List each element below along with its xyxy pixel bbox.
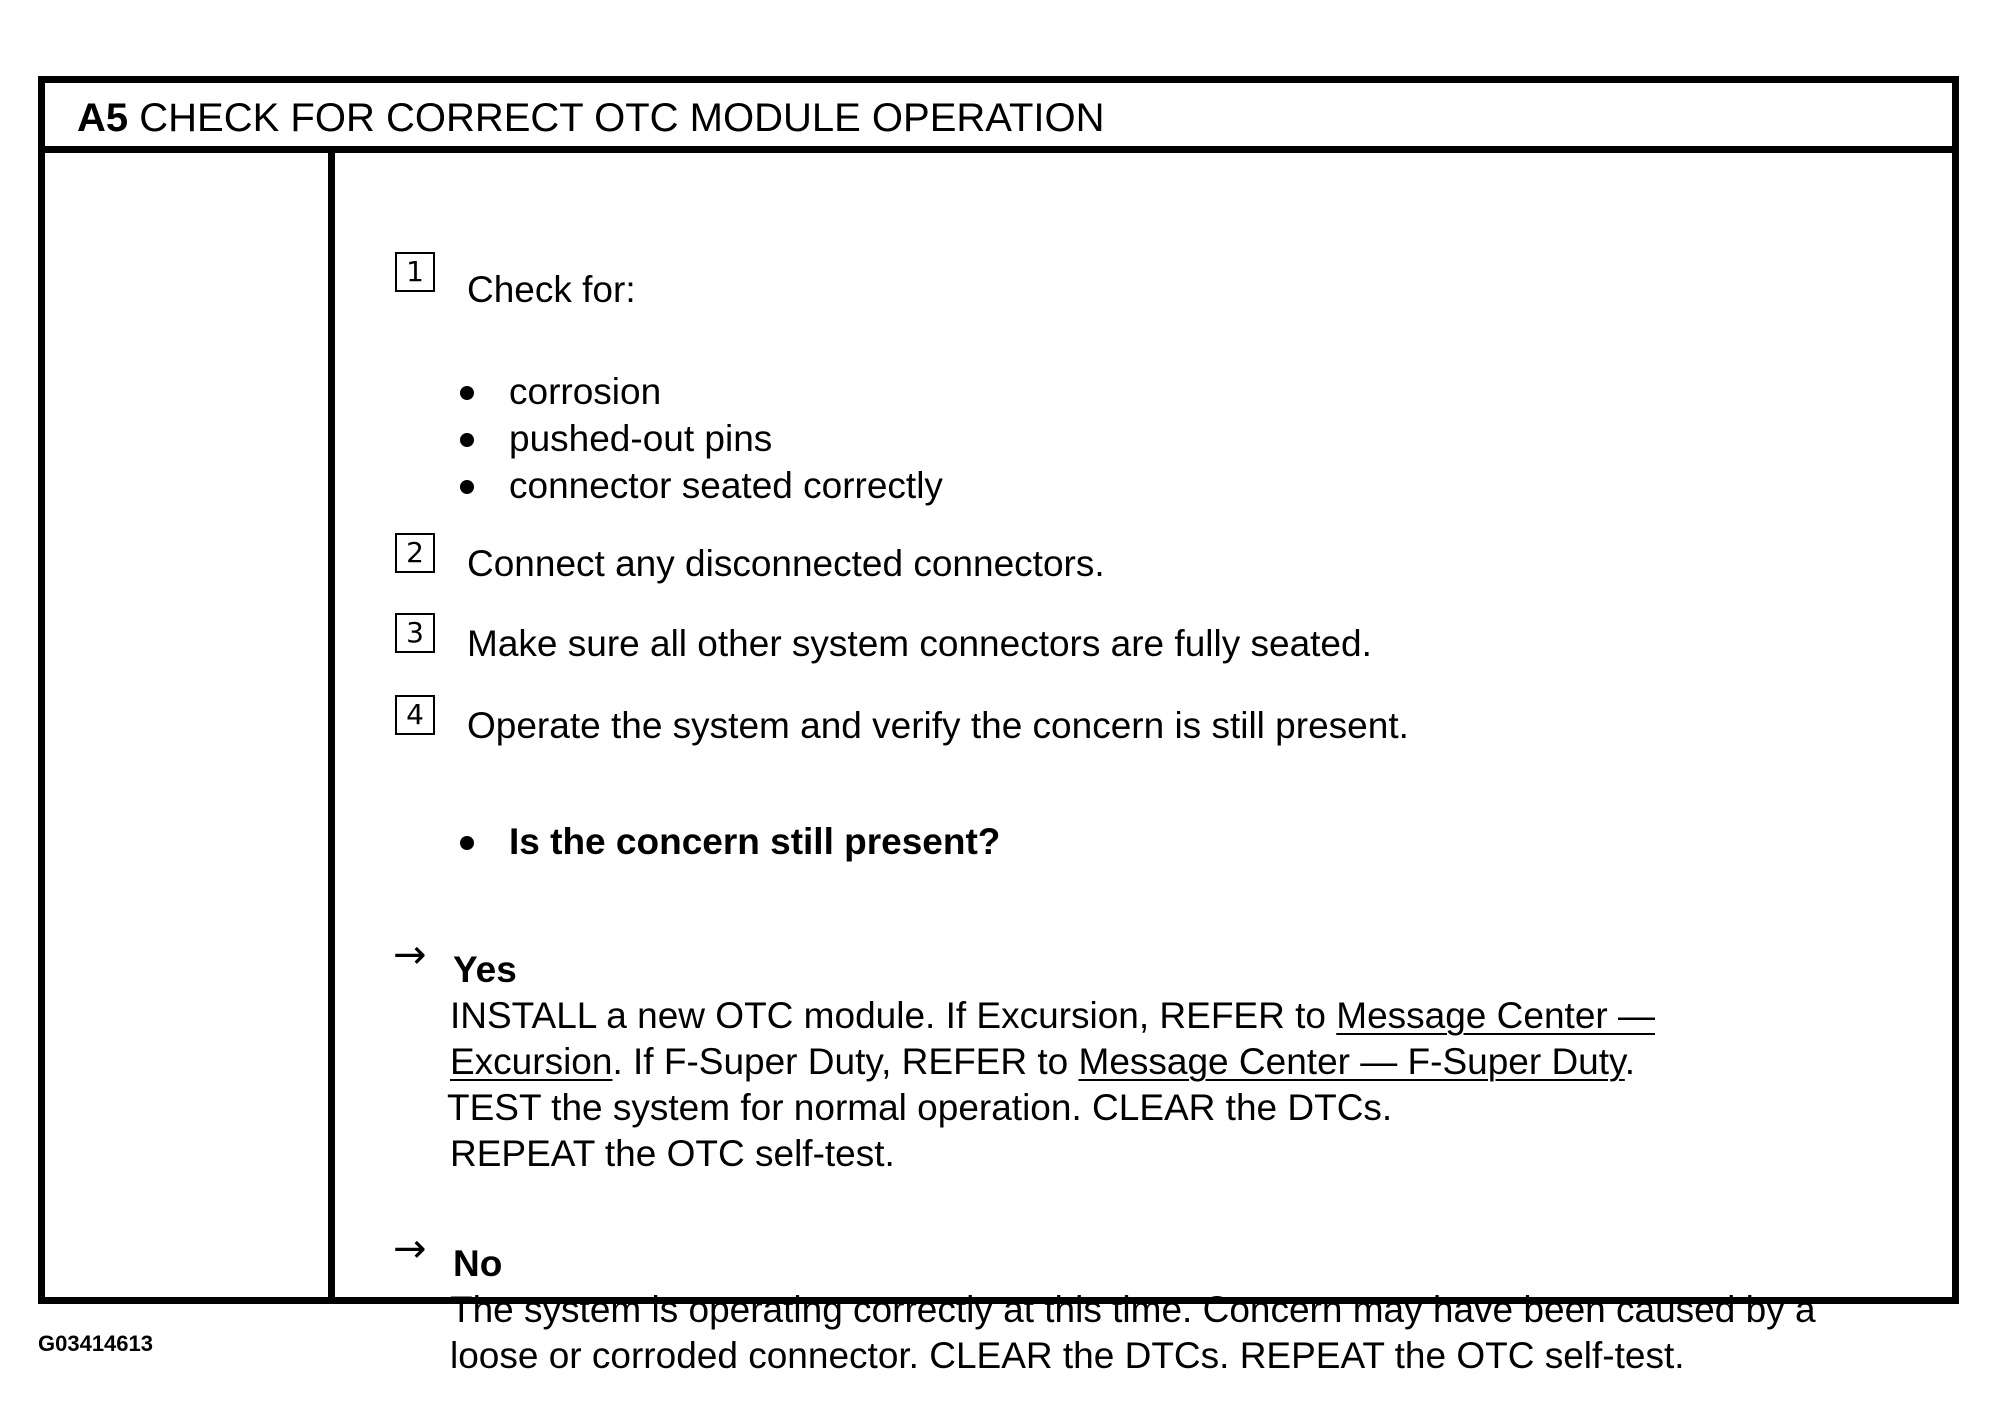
step-1-number: 1 bbox=[395, 252, 435, 292]
page-title bbox=[77, 96, 1105, 140]
step-1-bullet-2: pushed-out pins bbox=[509, 418, 773, 459]
step-code: A5 bbox=[77, 96, 129, 140]
arrow-right-icon: → bbox=[393, 1226, 427, 1272]
yes-line-1-text: INSTALL a new OTC module. If Excursion, REFER to bbox=[450, 995, 1337, 1036]
yes-line-1 bbox=[450, 995, 1655, 1037]
step-title: CHECK FOR CORRECT OTC MODULE OPERATION bbox=[139, 96, 1105, 140]
step-3-text: Make sure all other system connectors are fully seated. bbox=[467, 623, 1372, 664]
yes-line-4: REPEAT the OTC self-test. bbox=[450, 1133, 895, 1174]
step-4-number: 4 bbox=[395, 695, 435, 735]
arrow-right-icon: → bbox=[393, 932, 427, 978]
question-text: Is the concern still present? bbox=[509, 821, 1001, 862]
step-2-number: 2 bbox=[395, 533, 435, 573]
no-line-2: loose or corroded connector. CLEAR the DTCs. REPEAT the OTC self-test. bbox=[450, 1335, 1685, 1376]
step-3-number: 3 bbox=[395, 613, 435, 653]
table-header bbox=[45, 83, 1952, 153]
step-1-bullet-1: corrosion bbox=[509, 371, 662, 412]
step-1-text: Check for: bbox=[467, 269, 636, 310]
procedure-content bbox=[335, 153, 1952, 1376]
yes-label: Yes bbox=[453, 949, 517, 990]
yes-line-2-end: . bbox=[1624, 1041, 1636, 1082]
column-divider bbox=[328, 153, 335, 1297]
bullet-icon bbox=[460, 480, 474, 494]
bullet-icon bbox=[460, 386, 474, 400]
yes-line-3: TEST the system for normal operation. CLEAR the DTCs. bbox=[447, 1087, 1393, 1128]
excursion-link[interactable]: Message Center — bbox=[1336, 995, 1655, 1036]
yes-line-2-text: . If F-Super Duty, REFER to bbox=[612, 1041, 1079, 1082]
no-line-1: The system is operating correctly at this time. Concern may have been caused by a bbox=[450, 1289, 1816, 1330]
no-label: No bbox=[453, 1243, 503, 1284]
bullet-icon bbox=[460, 836, 474, 850]
f-super-duty-link[interactable]: Message Center — F-Super Duty bbox=[1078, 1041, 1625, 1082]
excursion-link-continued[interactable]: Excursion bbox=[450, 1041, 613, 1082]
step-4-text: Operate the system and verify the concern is still present. bbox=[467, 705, 1409, 746]
bullet-icon bbox=[460, 433, 474, 447]
figure-id: G03414613 bbox=[38, 1331, 153, 1356]
step-1-bullet-3: connector seated correctly bbox=[509, 465, 943, 506]
yes-line-2 bbox=[450, 1041, 1635, 1083]
step-2-text: Connect any disconnected connectors. bbox=[467, 543, 1105, 584]
